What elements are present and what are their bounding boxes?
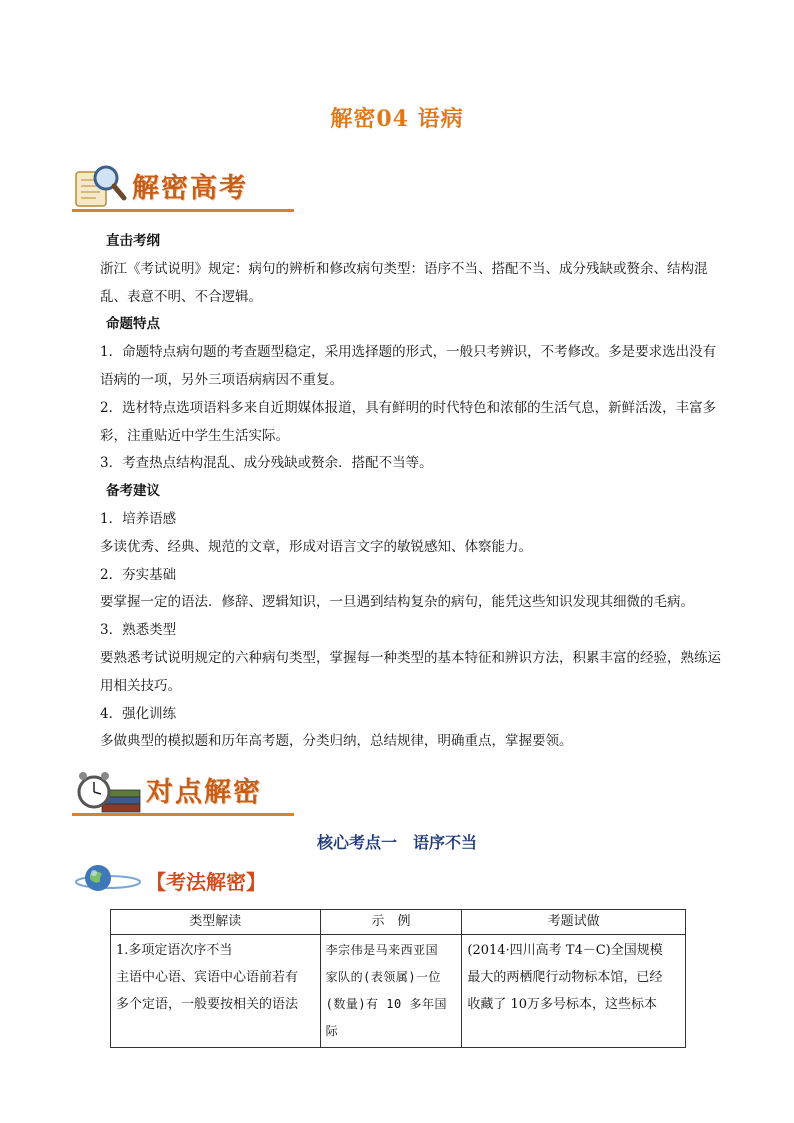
heading-features: 命题特点: [106, 316, 160, 333]
exam-method-table: [110, 909, 686, 1048]
feature-item-1: 1．命题特点病句题的考查题型稳定，采用选择题的形式，一般只考辨识，不考修改。多是要求选出没有语病的一项，另外三项语病病因不重复。: [100, 344, 717, 388]
table-cell-exam: [462, 935, 686, 1048]
cell-line: (2014·四川高考 T4－C)全国规模: [467, 943, 663, 958]
banner-kaofa-jiemi: [74, 862, 266, 902]
cell-line: 多个定语，一般要按相关的语法: [116, 997, 299, 1012]
banner-rule: [72, 813, 294, 816]
banner-jiemi-gaokao: [72, 162, 302, 210]
heading-outline: 直击考纲: [106, 233, 160, 249]
cell-line: 主语中心语、宾语中心语前若有: [116, 970, 299, 985]
table-header: 类型解读: [111, 910, 321, 935]
banner-label: 解密高考: [132, 173, 248, 204]
table-cell-type: [111, 935, 321, 1048]
cell-line: 最大的两栖爬行动物标本馆，已经: [467, 970, 663, 985]
feature-item-2: 2．选材特点选项语料多来自近期媒体报道，具有鲜明的时代特色和浓郁的生活气息，新鲜活泼，丰富多彩，注重贴近中学生生活实际。: [100, 399, 717, 444]
cell-line: 1.多项定语次序不当: [116, 943, 233, 958]
core-point-title: 核心考点一 语序不当: [316, 833, 477, 852]
heading-advice: 备考建议: [106, 483, 160, 500]
outline-paragraph: 浙江《考试说明》规定：病句的辨析和修改病句类型：语序不当、搭配不当、成分残缺或赘余、结构混乱、表意不明、不合逻辑。: [100, 260, 708, 305]
cell-line: 家队的(表领属)一位: [325, 970, 442, 984]
clock-books-icon: [72, 766, 144, 816]
advice-body-4: 多做典型的模拟题和历年高考题，分类归纳，总结规律，明确重点，掌握要领。: [100, 733, 573, 750]
table-cell-example: [320, 935, 462, 1048]
cell-line: 李宗伟是马来西亚国: [325, 943, 439, 957]
advice-body-2: 要掌握一定的语法．修辞、逻辑知识，一旦遇到结构复杂的病句，能凭这些知识发现其细微的毛病。: [100, 594, 694, 611]
section-exam-outline: [100, 228, 724, 756]
advice-body-3: 要熟悉考试说明规定的六种病句类型，掌握每一种类型的基本特征和辨识方法，积累丰富的经验，熟练运用相关技巧。: [100, 649, 721, 694]
table-header: 示 例: [320, 910, 462, 935]
banner-label: 对点解密: [146, 777, 262, 808]
advice-body-1: 多读优秀、经典、规范的文章，形成对语言文字的敏锐感知、体察能力。: [100, 538, 532, 555]
banner-duidian-jiemi: [72, 766, 302, 814]
table-row: [111, 935, 686, 1048]
advice-title-3: 3．熟悉类型: [100, 622, 177, 639]
feature-item-3: 3．考查热点结构混乱、成分残缺或赘余．搭配不当等。: [100, 455, 433, 472]
banner-rule: [72, 209, 294, 212]
banner-label: 【考法解密】: [146, 870, 266, 894]
advice-title-2: 2．夯实基础: [100, 566, 177, 583]
globe-icon: [74, 862, 142, 896]
magnifier-notepad-icon: [72, 162, 128, 212]
cell-line: 收藏了 10万多号标本，这些标本: [467, 997, 658, 1012]
cell-line: (数量)有 10 多年国际: [325, 997, 447, 1038]
table-header-row: [111, 910, 686, 935]
table-header: 考题试做: [462, 910, 686, 935]
advice-title-1: 1．培养语感: [100, 510, 177, 527]
document-title: 解密04 语病: [330, 106, 464, 132]
advice-title-4: 4．强化训练: [100, 705, 177, 722]
